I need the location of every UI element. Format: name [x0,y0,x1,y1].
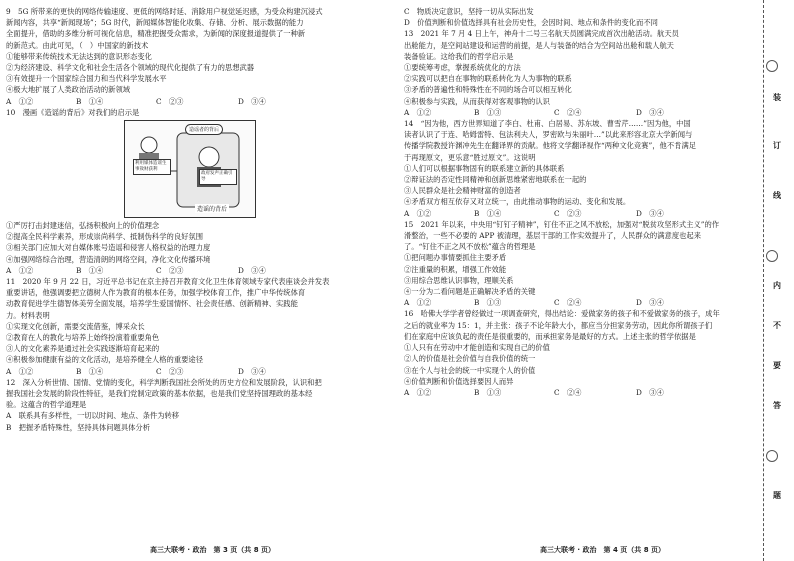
q10-options [6,265,382,276]
binding-hole [766,250,778,262]
q14-options [404,208,754,219]
q12-line: 12 深入分析世情、国情、党情的变化，科学判断我国社会所处的历史方位和发展阶段，认识和把 [6,377,322,387]
q11-line: 重要讲话，他强调要把立德树人作为教育的根本任务，加强学校体育工作，推广中华传统体育 [6,288,306,298]
binding-char: 不 [773,321,781,330]
option-c: C ②③ [156,366,184,376]
q9-line: 新闻内容，共享“新闻现场”；5G 时代，新闻媒体智能化收集、存储、分析、展示数据的能力 [6,18,304,28]
option-b: B ①③ [474,298,502,308]
binding-char: 答 [773,401,781,410]
page-footer-left: 高三大联考 · 政治 第 3 页（共 8 页） [150,546,276,554]
option-b: B ①③ [474,107,502,117]
option-c: C ②④ [554,298,582,308]
q14-line: ③人民群众是社会精神财富的创造者 [404,186,521,196]
option-c: C ②④ [554,387,582,397]
q10-line: ②提高全民科学素养，形成崇尚科学、抵制伪科学的良好氛围 [6,232,204,242]
q14-line: ②辩证法的否定性同精神和创新思维紧密地联系在一起的 [404,175,587,185]
option-c: C ②④ [554,107,582,117]
binding-char: 要 [773,361,781,370]
option-a: A ①② [404,387,432,397]
q15-line: ③用综合思维认识事物，理顺关系 [404,275,514,285]
q15-line: ④一分为二看问题是正确解决矛盾的关键 [404,287,536,297]
option-d: D ③④ [238,265,266,275]
q16-line: ②人的价值是社会价值与自我价值的统一 [404,354,536,364]
q12-line: D 价值判断和价值选择具有社会历史性，会因时间、地点和条件的变化而不同 [404,18,658,28]
q16-line: ③在个人与社会的统一中实现个人的价值 [404,365,536,375]
left-page [0,0,390,561]
option-a: A ①② [404,208,432,218]
question-15 [404,219,754,309]
q15-line: ①把问题办事情要抓住主要矛盾 [404,253,507,263]
q13-line: ②实践可以把自在事物的联系转化为人为事物的联系 [404,74,572,84]
q12-line: A 联系具有多样性，一切以时间、地点、条件为转移 [6,411,180,421]
q13-line: 装备验证。这给我们的哲学启示是 [404,51,514,61]
q14-line: ①人们可以根据事物固有的联系建立新的具体联系 [404,163,565,173]
option-b: B ①④ [76,366,104,376]
q11-line: 11 2020 年 9 月 22 日，习近平总书记在京主持召开教育文化卫生体育领域专家代表座谈会并发表 [6,277,330,287]
q16-line: 16 哈佛大学学者曾经做过一项调查研究，得出结论：爱做家务的孩子和不爱做家务的孩子，成年 [404,309,720,319]
option-b: B ①④ [76,96,104,106]
q15-line: 了。“钉住不正之风不放松”蕴含的哲理是 [404,242,536,252]
q15-line: ②注重量的积累，增强工作效能 [404,264,507,274]
option-a: A ①② [404,107,432,117]
binding-hole [766,450,778,462]
q16-line: ④价值判断和价值选择要因人而异 [404,376,514,386]
option-a: A ①② [404,298,432,308]
option-d: D ③④ [636,208,664,218]
binding-char: 订 [773,141,781,150]
q14-line: 于再现原文，更乐意“胜过原文”。这说明 [404,152,536,162]
q13-line: ①要统筹考虑，掌握系统优化的方法 [404,63,521,73]
binding-strip [763,0,794,561]
q11-options [6,366,382,377]
q16-options [404,387,754,398]
option-d: D ③④ [238,96,266,106]
option-d: D ③④ [636,107,664,117]
q9-line: 9 5G 所带来的更快的网络传输速度、更低的网络时延、消除用户视觉延迟感，为受众构建沉浸式 [6,7,323,16]
cartoon-caption: 造谣的背后 [197,206,228,214]
q13-line: ④积极参与实践，从而获得对客观事物的认识 [404,96,550,106]
q15-line: 15 2021 年以来，中央用“钉钉子精神”，钉住不正之风不放松，加强对“脱贫攻坚形式主义”的作 [404,219,720,229]
question-10 [6,107,382,276]
q11-line: 力。材料表明 [6,310,50,320]
question-12 [6,377,382,433]
q16-line: 之后的就业率为 15：1，并主张：孩子不论年龄大小，都应当分担家务劳动，因此你所谓孩子们 [404,320,713,330]
question-13 [404,28,754,118]
q9-line: ②为经济建设、科学文化和社会生活各个领域的现代化提供了有力的思想武器 [6,63,255,73]
q14-line: 读者认识了于连、哈姆雷特、包法利夫人，罗密欧与朱丽叶…”以此来形容北京大学新闻与 [404,130,693,140]
q15-line: 滑整治，一些不必要的 APP 被清理，基层干部的工作实效提升了，人民群众的满意度也起来 [404,231,702,241]
q9-line: 全面提升，借助的多维分析可视化信息，精准把握受众需求，为新闻的深度报道提供了一种新 [6,29,306,39]
cartoon-sign-right: 政府发声正确引导 [199,169,237,185]
option-d: D ③④ [636,298,664,308]
q16-line: ①人只有在劳动中才能创造和实现自己的价值 [404,343,550,353]
q16-line: 们在家庭中应该负起的责任是很重要的，而承担家务是最好的方式。上述主张的哲学依据是 [404,331,696,341]
binding-hole [766,60,778,72]
q10-line: ④加强网络综合治理，营造清朗的网络空间，净化文化传播环境 [6,254,211,264]
cartoon-image [124,120,256,218]
q14-line: 传播学院教授许渊冲先生在翻译界的贡献。他将文学翻译视作“两种文化竞赛”，他不肯满足 [404,141,697,151]
q11-line: ①实现文化创新，需要交流借鉴，博采众长 [6,321,145,331]
q13-options [404,107,754,118]
option-d: D ③④ [636,387,664,397]
option-d: D ③④ [238,366,266,376]
option-a: A ①② [6,265,34,275]
question-11 [6,276,382,377]
right-page [396,0,758,561]
q10-line: 10 漫画《造谣的背后》对我们的启示是 [6,107,140,117]
question-16 [404,308,754,398]
q14-line: 14 “因为他，西方世界知道了李白、杜甫、白居易、苏东坡、曹雪芹……”因为他，中国 [404,119,691,129]
q13-line: 出舱能力，是空间站建设和运营的前提，是人与装备的结合为空间站出舱和载人航天 [404,40,674,50]
page-footer-right: 高三大联考 · 政治 第 4 页（共 8 页） [540,546,666,554]
q10-line: ③相关部门应加大对自媒体账号造谣和侵害人格权益的治理力度 [6,243,211,253]
q9-options [6,96,382,107]
cartoon-speech-bubble: 造谣者的背后 [185,124,223,135]
q11-line: ③人的文化素养是通过社会实践逐渐培育起来的 [6,344,160,354]
q12-line: 握我国社会发展的阶段性特征，是我们党制定政策的基本依据，也是我们党坚持国理政的基本经 [6,389,313,399]
q12-line: C 物质决定意识，坚持一切从实际出发 [404,7,534,16]
question-9 [6,6,382,107]
q10-line: ①严厉打击封建迷信，弘扬积极向上的价值理念 [6,221,160,231]
q9-line: ④极大地扩展了人类政治活动的新领域 [6,85,131,95]
option-b: B ①④ [76,265,104,275]
option-b: B ①③ [474,387,502,397]
binding-char: 装 [773,93,781,102]
q11-line: ④积极参加健康有益的文化活动，是培养健全人格的重要途径 [6,355,204,365]
q14-line: ④矛盾双方相互依存又对立统一，由此推动事物的运动、变化和发展。 [404,197,631,207]
q12-line: B 把握矛盾特殊性，坚持具体问题具体分析 [6,422,151,432]
cartoon-sign-left: 利用媒体造谣生事敛财获利 [133,159,171,175]
question-12-continued [404,6,754,28]
q13-line: 13 2021 年 7 月 4 日上午，神舟十二号三名航天员圆满完成首次出舱活动。航天员 [404,29,679,39]
option-a: A ①② [6,366,34,376]
q15-options [404,297,754,308]
binding-char: 题 [773,491,781,500]
q12-line: 验。这蕴含的哲学道理是 [6,400,87,410]
option-b: B ①④ [474,208,502,218]
option-a: A ①② [6,96,34,106]
binding-char: 线 [773,191,781,200]
q9-line: ③有效提升一个国家综合国力和当代科学发展水平 [6,74,167,84]
q13-line: ③矛盾的普遍性和特殊性在不同的场合可以相互转化 [404,85,572,95]
q11-line: 动教育促进学生德智体美劳全面发展，培养学生爱国情怀、社会责任感、创新精神、实践能 [6,299,298,309]
option-c: C ②③ [156,265,184,275]
option-c: C ②③ [156,96,184,106]
q11-line: ②教育在人的教化与培养上始终扮演着重要角色 [6,333,160,343]
binding-char: 内 [773,281,781,290]
question-14 [404,118,754,219]
option-c: C ②③ [554,208,582,218]
q9-line: 的新范式。由此可见，（ ）中国家的新技术 [6,40,149,50]
q9-line: ①能够带来传统技术无法达到的意识形态变化 [6,51,152,61]
